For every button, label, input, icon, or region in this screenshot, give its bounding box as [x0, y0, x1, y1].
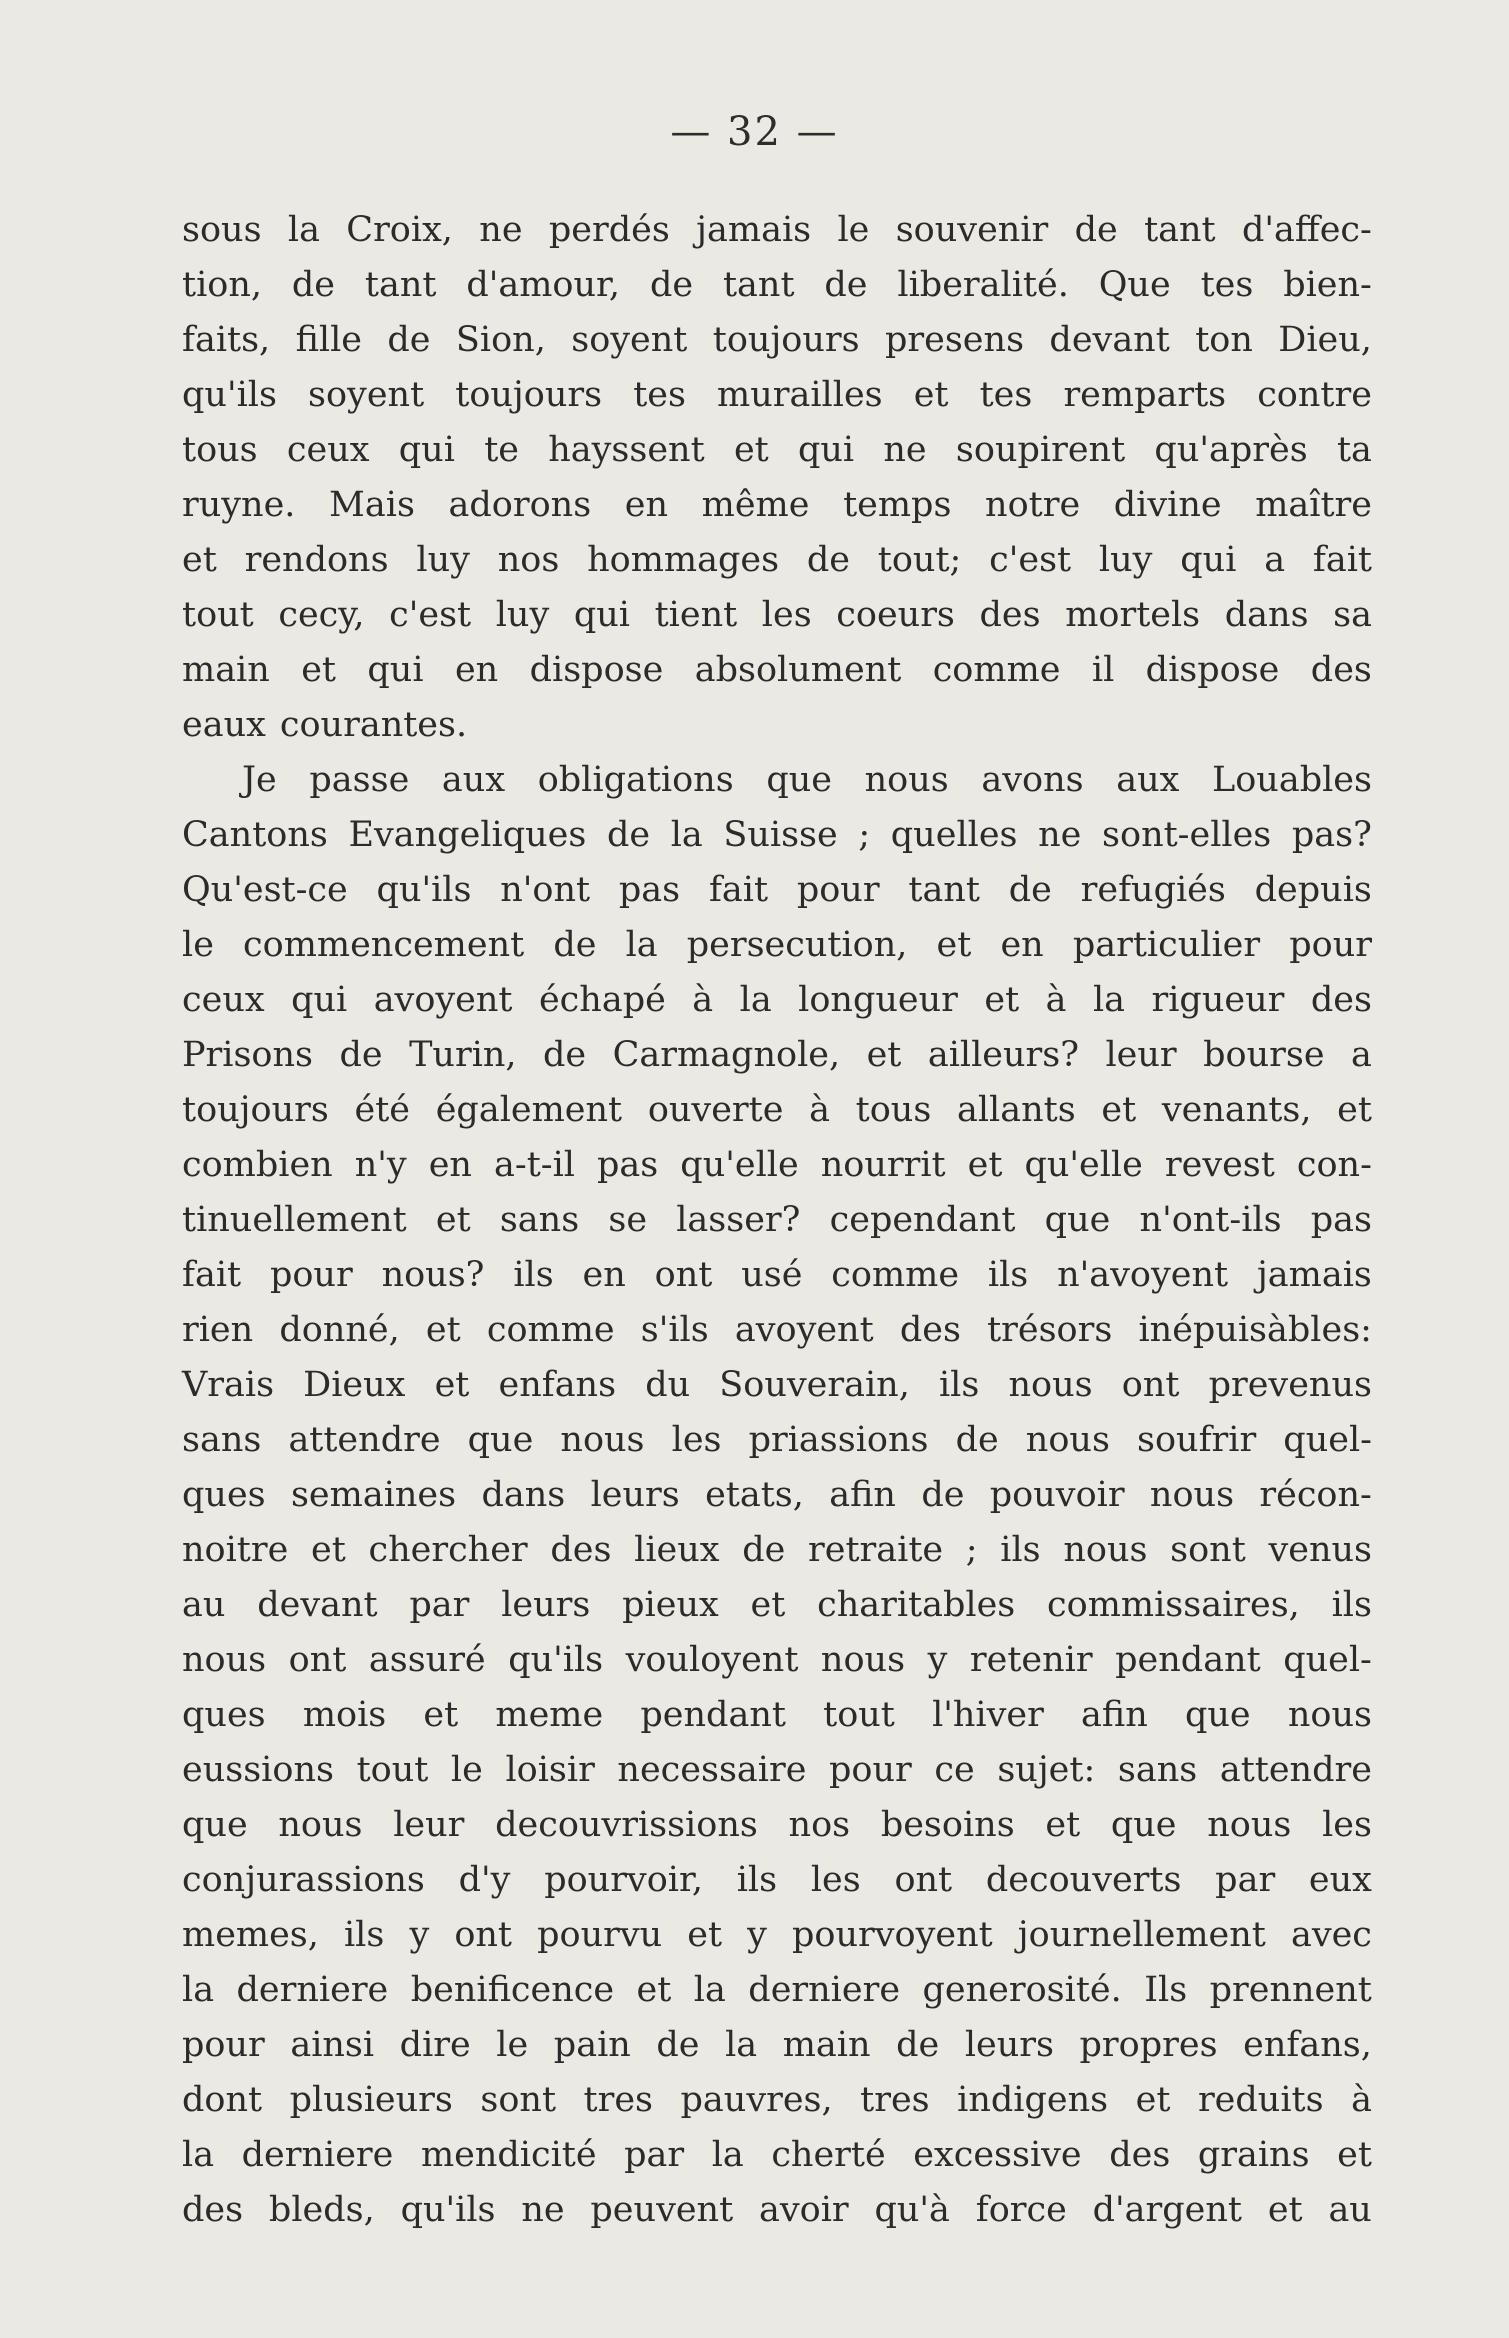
text-line: Qu'est-ce qu'ils n'ont pas fait pour tant de refugiés depuis	[182, 870, 1372, 910]
text-line: qu'ils soyent toujours tes murailles et tes remparts contre	[182, 375, 1372, 415]
text-line: Prisons de Turin, de Carmagnole, et ailleurs? leur bourse a	[182, 1035, 1372, 1075]
text-line: au devant par leurs pieux et charitables commissaires, ils	[182, 1585, 1372, 1625]
text-line: dont plusieurs sont tres pauvres, tres indigens et reduits à	[182, 2080, 1372, 2120]
text-line: ques semaines dans leurs etats, afin de pouvoir nous récon-	[182, 1475, 1372, 1515]
text-line: tinuellement et sans se lasser? cependant que n'ont-ils pas	[182, 1200, 1372, 1240]
text-line: nous ont assuré qu'ils vouloyent nous y retenir pendant quel-	[182, 1640, 1372, 1680]
text-line: sous la Croix, ne perdés jamais le souvenir de tant d'affec-	[182, 210, 1372, 250]
text-line: tion, de tant d'amour, de tant de liberalité. Que tes bien-	[182, 265, 1372, 305]
text-line: eaux courantes.	[182, 705, 468, 745]
text-line: des bleds, qu'ils ne peuvent avoir qu'à force d'argent et au	[182, 2190, 1372, 2230]
text-line: Vrais Dieux et enfans du Souverain, ils nous ont prevenus	[182, 1365, 1372, 1405]
paragraph	[182, 753, 1372, 2238]
text-line: fait pour nous? ils en ont usé comme ils n'avoyent jamais	[182, 1255, 1372, 1295]
text-line: Cantons Evangeliques de la Suisse ; quelles ne sont-elles pas?	[182, 815, 1372, 855]
text-line: ceux qui avoyent échapé à la longueur et à la rigueur des	[182, 980, 1372, 1020]
page-number: — 32 —	[670, 109, 839, 155]
text-line: pour ainsi dire le pain de la main de leurs propres enfans,	[182, 2025, 1372, 2065]
text-line: ruyne. Mais adorons en même temps notre divine maître	[182, 485, 1372, 525]
body-text	[182, 203, 1372, 2238]
text-line: faits, fille de Sion, soyent toujours presens devant ton Dieu,	[182, 320, 1372, 360]
text-line: sans attendre que nous les priassions de nous soufrir quel-	[182, 1420, 1372, 1460]
text-line: ques mois et meme pendant tout l'hiver afin que nous	[182, 1695, 1372, 1735]
text-line: que nous leur decouvrissions nos besoins et que nous les	[182, 1805, 1372, 1845]
text-line: la derniere benificence et la derniere generosité. Ils prennent	[182, 1970, 1372, 2010]
text-line: Je passe aux obligations que nous avons aux Louables	[242, 760, 1372, 800]
text-line: tout cecy, c'est luy qui tient les coeurs des mortels dans sa	[182, 595, 1372, 635]
text-line: eussions tout le loisir necessaire pour ce sujet: sans attendre	[182, 1750, 1372, 1790]
text-line: rien donné, et comme s'ils avoyent des trésors inépuisàbles:	[182, 1310, 1372, 1350]
paragraph	[182, 203, 1372, 753]
text-line: noitre et chercher des lieux de retraite ; ils nous sont venus	[182, 1530, 1372, 1570]
text-line: main et qui en dispose absolument comme il dispose des	[182, 650, 1372, 690]
text-line: le commencement de la persecution, et en particulier pour	[182, 925, 1372, 965]
text-line: memes, ils y ont pourvu et y pourvoyent journellement avec	[182, 1915, 1372, 1955]
text-line: la derniere mendicité par la cherté excessive des grains et	[182, 2135, 1372, 2175]
text-line: toujours été également ouverte à tous allants et venants, et	[182, 1090, 1372, 1130]
text-line: tous ceux qui te hayssent et qui ne soupirent qu'après ta	[182, 430, 1372, 470]
text-line: combien n'y en a-t-il pas qu'elle nourrit et qu'elle revest con-	[182, 1145, 1372, 1185]
text-line: conjurassions d'y pourvoir, ils les ont decouverts par eux	[182, 1860, 1372, 1900]
text-line: et rendons luy nos hommages de tout; c'est luy qui a fait	[182, 540, 1372, 580]
